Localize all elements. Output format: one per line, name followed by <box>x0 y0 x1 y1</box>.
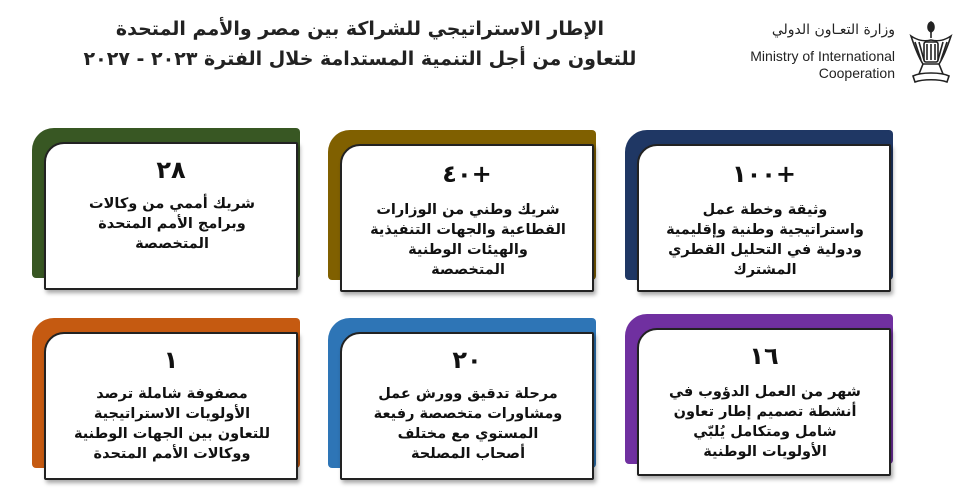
card-description <box>350 384 586 464</box>
ministry-logo <box>717 14 957 94</box>
card-text-line: وبرامج الأمم المتحدة <box>98 216 246 232</box>
stat-card-documents <box>625 130 893 294</box>
eagle-emblem-icon <box>905 18 957 88</box>
stat-card-matrix <box>32 318 300 482</box>
card-text-line: الأولويات الوطنية <box>703 444 827 460</box>
stat-card-months <box>625 314 893 478</box>
card-text-line: أصحاب المصلحة <box>410 446 526 462</box>
card-text-line: مرحلة تدقيق وورش عمل <box>378 386 558 402</box>
card-description <box>54 194 290 254</box>
card-number: ١٦ <box>749 342 779 370</box>
card-description <box>350 200 586 280</box>
card-text-line: للتعاون بين الجهات الوطنية <box>73 426 271 442</box>
ministry-name-english-line-1: Ministry of International <box>750 48 895 64</box>
card-text-line: ومشاورات متخصصة رفيعة <box>373 406 563 422</box>
card-number: ٢٨ <box>156 156 186 184</box>
ministry-name-english-line-2: Cooperation <box>818 65 895 81</box>
page-title <box>40 14 680 74</box>
stat-card-workshops <box>328 318 596 482</box>
card-text-line: القطاعية والجهات التنفيذية <box>370 222 566 238</box>
card-number: ١ <box>163 346 179 374</box>
card-description <box>54 384 290 464</box>
card-text-line: شامل ومتكامل يُلبّي <box>693 424 837 440</box>
card-number: +١٠٠ <box>731 160 797 188</box>
ministry-name-arabic: وزارة التعـاون الدولي <box>771 22 895 38</box>
card-text-line: والهيئات الوطنية <box>408 242 528 258</box>
card-text-line: شريك وطني من الوزارات <box>376 202 560 218</box>
card-number: +٤٠ <box>442 160 492 188</box>
title-line-1: الإطار الاستراتيجي للشراكة بين مصر والأمم المتحدة <box>115 18 605 40</box>
card-text-line: شريك أممي من وكالات <box>89 196 255 212</box>
card-text-line: وثيقة وخطة عمل <box>702 202 828 218</box>
card-text-line: المشترك <box>733 262 797 278</box>
card-text-line: ووكالات الأمم المتحدة <box>93 446 251 462</box>
card-description <box>647 382 883 462</box>
card-text-line: ودولية في التحليل القطري <box>668 242 862 258</box>
card-text-line: أنشطة تصميم إطار تعاون <box>673 404 857 420</box>
card-text-line: شهر من العمل الدؤوب في <box>669 384 861 400</box>
card-text-line: المتخصصة <box>431 262 505 278</box>
ministry-name-english <box>750 48 895 82</box>
card-description <box>647 200 883 280</box>
title-line-2: للتعاون من أجل التنمية المستدامة خلال الفترة ٢٠٢٣ - ٢٠٢٧ <box>83 48 637 70</box>
card-text-line: المستوي مع مختلف <box>397 426 539 442</box>
card-text-line: مصفوفة شاملة ترصد <box>96 386 248 402</box>
card-number: ٢٠ <box>452 346 482 374</box>
card-text-line: واستراتيجية وطنية وإقليمية <box>666 222 864 238</box>
stat-card-national-partners <box>328 130 596 294</box>
card-text-line: الأولويات الاستراتيجية <box>93 406 251 422</box>
card-text-line: المتخصصة <box>135 236 209 252</box>
stat-card-un-partners <box>32 128 300 292</box>
